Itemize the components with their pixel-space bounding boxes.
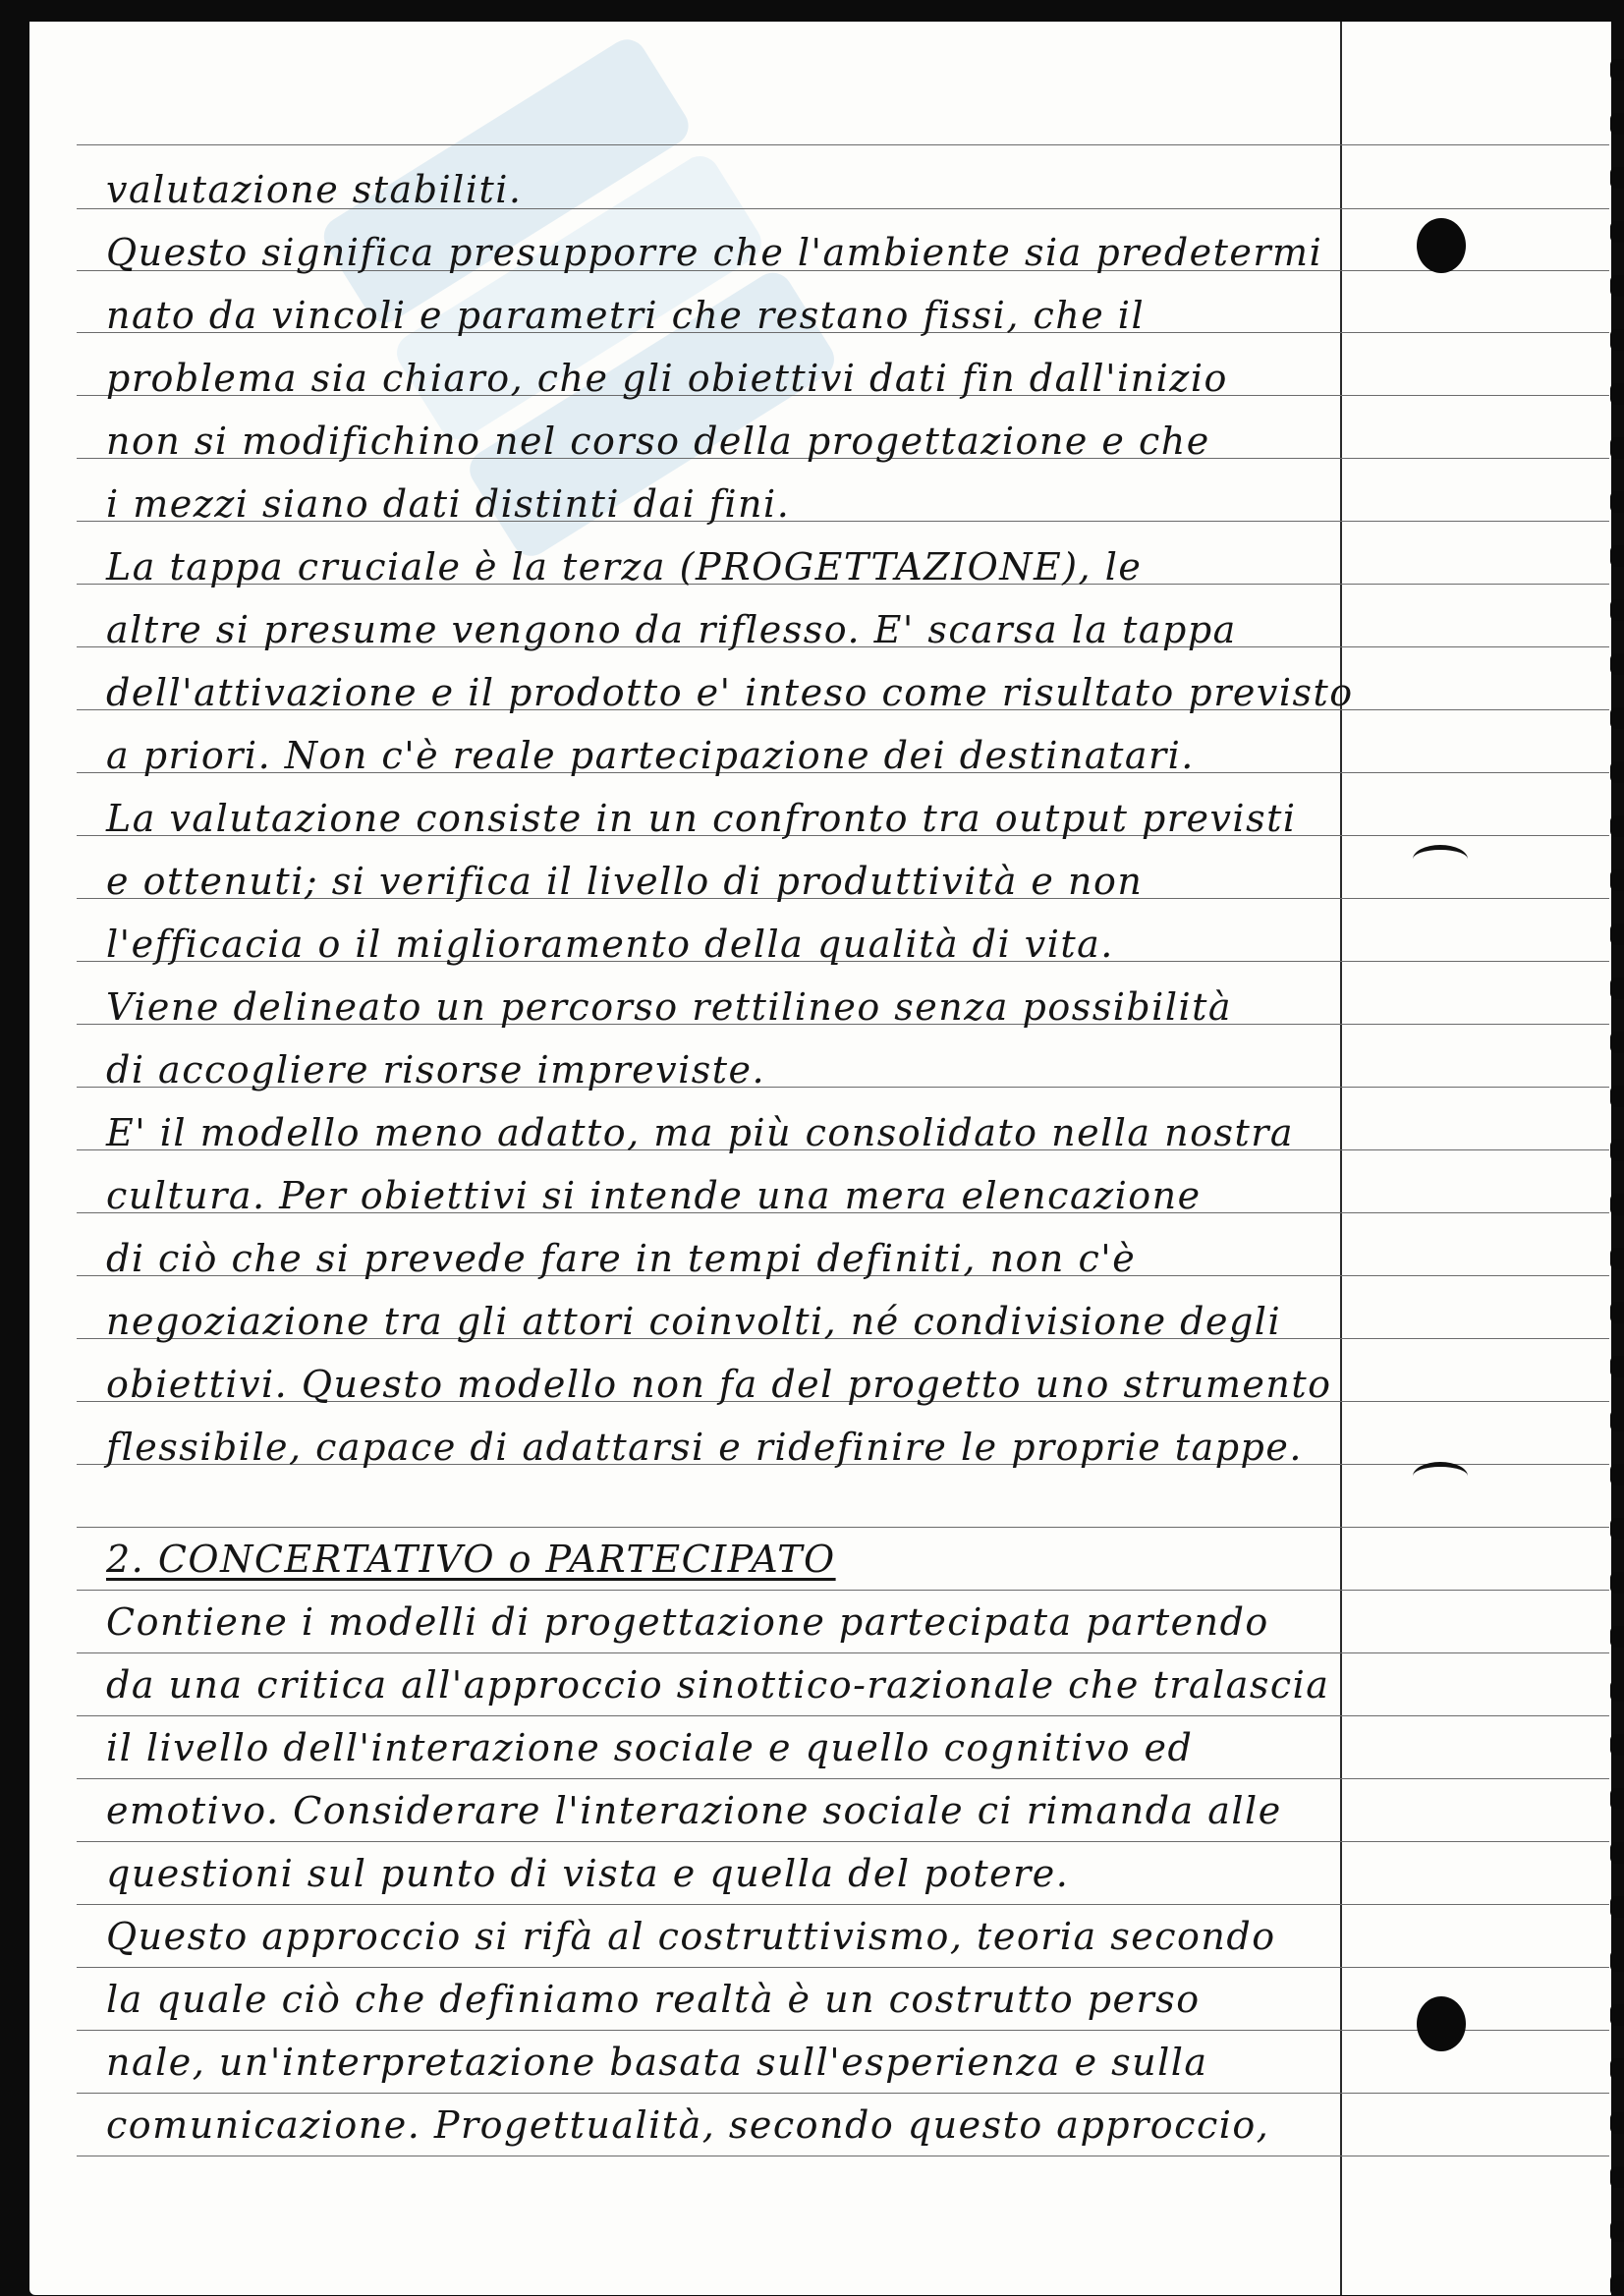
- spiral-ring: [1610, 2166, 1624, 2188]
- section-heading: 2. CONCERTATIVO o PARTECIPATO: [106, 1538, 836, 1581]
- text-line: Contiene i modelli di progettazione partecipata partendo: [106, 1600, 1269, 1644]
- spiral-ring: [1610, 167, 1624, 189]
- rule-line: [77, 144, 1609, 145]
- rule-line: [77, 1527, 1609, 1528]
- spiral-ring: [1610, 1032, 1624, 1053]
- spiral-ring: [1610, 1140, 1624, 1161]
- spiral-ring: [1610, 815, 1624, 837]
- text-line: emotivo. Considerare l'interazione sociale ci rimanda alle: [106, 1789, 1282, 1832]
- spiral-ring: [1610, 1734, 1624, 1756]
- text-line: negoziazione tra gli attori coinvolti, né condivisione degli: [106, 1300, 1282, 1343]
- text-line: La valutazione consiste in un confronto tra output previsti: [106, 797, 1297, 840]
- text-line: di ciò che si prevede fare in tempi definiti, non c'è: [106, 1237, 1137, 1280]
- spiral-ring: [1610, 2274, 1624, 2296]
- spiral-ring: [1610, 275, 1624, 297]
- spiral-ring: [1610, 1518, 1624, 1540]
- spiral-ring: [1610, 599, 1624, 621]
- notebook-page: [29, 0, 1611, 2295]
- spiral-ring: [1610, 113, 1624, 135]
- text-line: il livello dell'interazione sociale e quello cognitivo ed: [106, 1726, 1194, 1769]
- spiral-ring: [1610, 1086, 1624, 1107]
- spiral-ring: [1610, 383, 1624, 405]
- spiral-ring: [1610, 437, 1624, 459]
- spiral-ring: [1610, 1356, 1624, 1377]
- text-line: nale, un'interpretazione basata sull'esperienza e sulla: [106, 2041, 1208, 2084]
- spiral-ring: [1610, 978, 1624, 999]
- text-line: Questo approccio si rifà al costruttivismo, teoria secondo: [106, 1915, 1276, 1958]
- punch-hole: [1417, 218, 1466, 273]
- text-line: obiettivi. Questo modello non fa del progetto uno strumento: [106, 1363, 1332, 1406]
- text-line: dell'attivazione e il prodotto e' inteso come risultato previsto: [106, 671, 1354, 714]
- rule-line: [77, 1904, 1609, 1905]
- rule-line: [77, 1841, 1609, 1842]
- spiral-ring: [1610, 1248, 1624, 1269]
- text-line: questioni sul punto di vista e quella del potere.: [106, 1852, 1070, 1895]
- spiral-ring: [1610, 1896, 1624, 1918]
- spiral-ring: [1610, 491, 1624, 513]
- punch-hole: [1413, 845, 1468, 873]
- text-line: nato da vincoli e parametri che restano fissi, che il: [106, 294, 1146, 337]
- spiral-ring: [1610, 1626, 1624, 1648]
- text-line: da una critica all'approccio sinottico-razionale che tralascia: [106, 1663, 1330, 1707]
- spiral-ring: [1610, 1464, 1624, 1485]
- spiral-ring: [1610, 761, 1624, 783]
- spiral-ring: [1610, 2058, 1624, 2080]
- text-line: e ottenuti; si verifica il livello di produttività e non: [106, 860, 1144, 903]
- rule-line: [77, 1590, 1609, 1591]
- text-line: La tappa cruciale è la terza (PROGETTAZIONE), le: [106, 545, 1143, 588]
- text-line: altre si presume vengono da riflesso. E' scarsa la tappa: [106, 608, 1237, 651]
- spiral-ring: [1610, 1410, 1624, 1431]
- punch-hole: [1417, 1996, 1466, 2051]
- text-line: Viene delineato un percorso rettilineo senza possibilità: [106, 985, 1233, 1029]
- rule-line: [77, 2030, 1609, 2031]
- text-line: non si modifichino nel corso della progettazione e che: [106, 420, 1210, 463]
- text-line: E' il modello meno adatto, ma più consolidato nella nostra: [106, 1111, 1295, 1154]
- spiral-ring: [1610, 221, 1624, 243]
- spiral-ring: [1610, 2220, 1624, 2242]
- spiral-ring: [1610, 1680, 1624, 1702]
- spiral-ring: [1610, 1842, 1624, 1864]
- spiral-ring: [1610, 924, 1624, 945]
- text-line: Questo significa presupporre che l'ambiente sia predetermi: [106, 231, 1323, 274]
- rule-line: [77, 1715, 1609, 1716]
- rule-line: [77, 1967, 1609, 1968]
- spiral-ring: [1610, 2112, 1624, 2134]
- text-line: l'efficacia o il miglioramento della qualità di vita.: [106, 923, 1114, 966]
- text-line: valutazione stabiliti.: [106, 168, 523, 211]
- text-line: problema sia chiaro, che gli obiettivi dati fin dall'inizio: [106, 357, 1228, 400]
- spiral-ring: [1610, 1788, 1624, 1810]
- spiral-ring: [1610, 1950, 1624, 1972]
- spiral-ring: [1610, 869, 1624, 891]
- spiral-ring: [1610, 1302, 1624, 1323]
- rule-line: [77, 1778, 1609, 1779]
- spiral-ring: [1610, 653, 1624, 675]
- spiral-ring: [1610, 59, 1624, 81]
- punch-hole: [1413, 1462, 1468, 1490]
- text-line: comunicazione. Progettualità, secondo questo approccio,: [106, 2103, 1270, 2147]
- spiral-ring: [1610, 1572, 1624, 1594]
- top-edge: [0, 0, 1624, 22]
- text-line: i mezzi siano dati distinti dai fini.: [106, 482, 791, 526]
- text-line: la quale ciò che definiamo realtà è un costrutto perso: [106, 1978, 1201, 2021]
- text-line: flessibile, capace di adattarsi e ridefinire le proprie tappe.: [106, 1426, 1303, 1469]
- rule-line: [77, 1652, 1609, 1653]
- spiral-ring: [1610, 2004, 1624, 2026]
- spiral-ring: [1610, 1194, 1624, 1215]
- spiral-ring: [1610, 707, 1624, 729]
- text-line: cultura. Per obiettivi si intende una mera elencazione: [106, 1174, 1202, 1217]
- rule-line: [77, 2093, 1609, 2094]
- spiral-ring: [1610, 545, 1624, 567]
- spiral-ring: [1610, 329, 1624, 351]
- text-line: di accogliere risorse impreviste.: [106, 1048, 766, 1092]
- text-line: a priori. Non c'è reale partecipazione dei destinatari.: [106, 734, 1195, 777]
